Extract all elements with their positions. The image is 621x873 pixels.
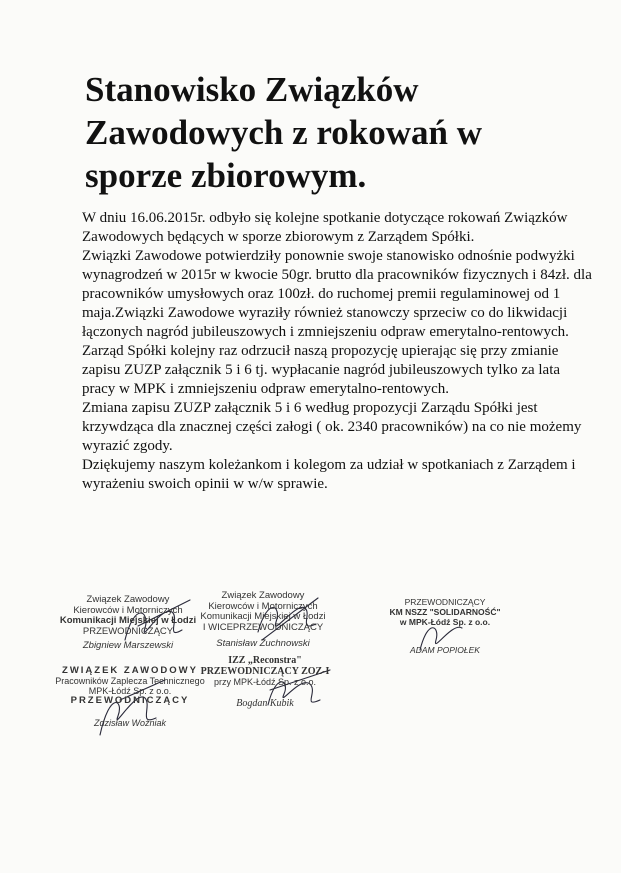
paragraph: Związki Zawodowe potwierdziły ponownie swoje stanowisko odnośnie podwyżki wynagrodzeń w 2015r w kwocie 50gr. brutto dla pracowników fizycznych i 84zł. dla pracowników umysłowych oraz 100zł. do ruchomej premii regulaminowej od 1 maja.Związki Zawodowe wyraziły również stanowczy sprzeciw co do likwidacji łączonych nagród jubileuszowych i zmniejszeniu odpraw emerytalno-rentowych. <box>82 248 592 340</box>
stamp-line: Komunikacji Miejskiej w Łodzi <box>59 615 197 626</box>
signatory-name: Bogdan Kubik <box>236 698 294 709</box>
stamp-line: Komunikacji Miejskiej w Łodzi <box>200 611 326 622</box>
stamp-line: KM NSZZ "SOLIDARNOŚĆ" <box>389 607 501 617</box>
stamp-motorniczych <box>188 591 338 650</box>
stamp-kierowcow <box>48 595 208 652</box>
paragraph: W dniu 16.06.2015r. odbyło się kolejne spotkanie dotyczące rokowań Związków Zawodowych będących w sporze zbiorowym z Zarządem Spółki. <box>82 210 568 245</box>
stamp-line: Związek Zawodowy <box>221 590 305 601</box>
stamp-line: Kierowców i Motorniczych <box>208 600 318 612</box>
stamp-reconstra <box>185 655 345 709</box>
stamp-line: PRZEWODNICZĄCY ZOZ-I <box>200 666 330 677</box>
title-line: sporze zbiorowym. <box>85 156 367 195</box>
signatory-name: Zbigniew Marszewski <box>82 640 174 651</box>
stamp-line: Kierowców i Motorniczych <box>73 604 183 616</box>
stamp-line: IZZ „Reconstra" <box>228 655 302 666</box>
signatory-name: ADAM POPIOŁEK <box>410 645 480 655</box>
stamp-line: w MPK-Łódź Sp. z o.o. <box>399 617 491 627</box>
stamp-line: Pracowników Zaplecza Technicznego <box>55 676 205 686</box>
stamp-solidarnosc <box>365 597 525 655</box>
title-line: Zawodowych z rokowań w <box>85 113 483 152</box>
paragraph: Dziękujemy naszym koleżankom i kolegom za udział w spotkaniach z Zarządem i wyrażeniu swoich opinii w w/w sprawie. <box>82 457 576 492</box>
stamp-line: PRZEWODNICZĄCY <box>404 597 486 607</box>
document-body <box>82 209 594 494</box>
signatory-name: Zdzisław Woźniak <box>93 718 167 728</box>
stamp-line: MPK-Łódź Sp. z o.o. <box>88 686 172 696</box>
stamp-line: ZWIĄZEK ZAWODOWY <box>62 665 198 676</box>
title-line: Stanowisko Związków <box>85 70 419 109</box>
stamp-line: PRZEWODNICZĄCY <box>70 695 190 706</box>
paragraph: Zmiana zapisu ZUZP załącznik 5 i 6 według propozycji Zarządu Spółki jest krzywdząca dla znacznej części załogi ( ok. 2340 pracowników) na co nie możemy wyrazić zgody. <box>82 400 582 454</box>
document-title <box>85 68 565 197</box>
paragraph: Zarząd Spółki kolejny raz odrzucił naszą propozycję upierając się przy zmianie zapisu ZUZP załącznik 5 i 6 tj. wypłacanie nagród jubileuszowych tylko za lata pracy w MPK i zmniejszeniu odpraw emerytalno-rentowych. <box>82 343 561 397</box>
stamp-line: I WICEPRZEWODNICZĄCY <box>202 621 324 633</box>
stamp-line: przy MPK-Łódź Sp. z o.o. <box>213 677 317 687</box>
stamp-line: Związek Zawodowy <box>86 594 170 605</box>
signatory-name: Stanisław Zuchnowski <box>216 638 310 649</box>
stamp-line: PRZEWODNICZĄCY <box>82 625 174 637</box>
